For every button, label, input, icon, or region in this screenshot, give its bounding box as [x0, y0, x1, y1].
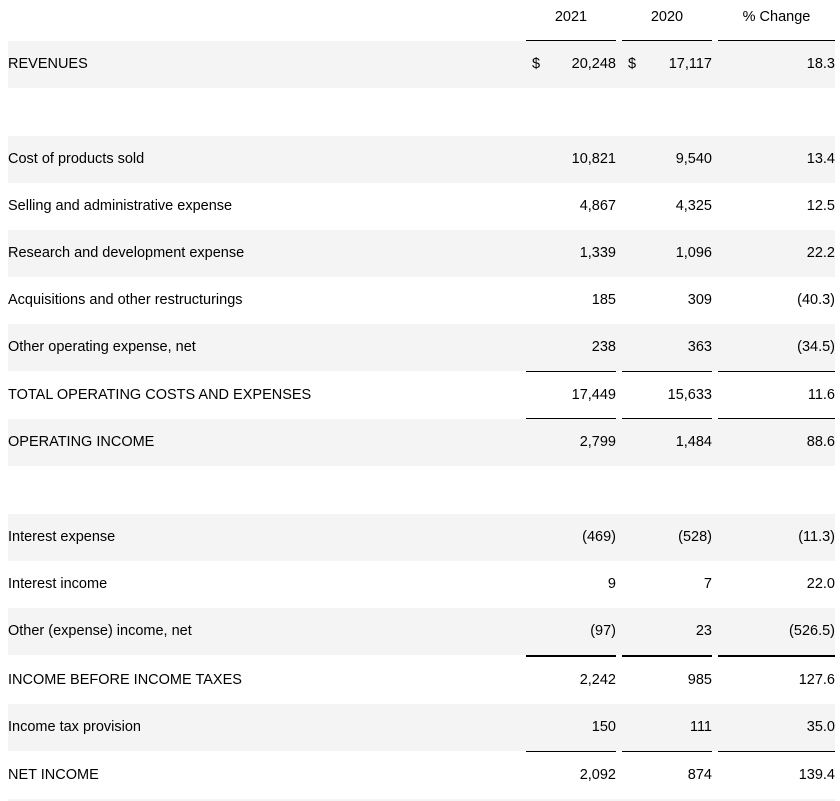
table-row [8, 230, 835, 277]
value-2021: 2,242 [579, 672, 616, 688]
value-2020: 17,117 [668, 56, 712, 72]
row-label: Selling and administrative expense [8, 198, 233, 214]
value-pct-change: 35.0 [806, 719, 835, 735]
value-2020: 1,096 [675, 245, 712, 261]
value-2021: (469) [582, 529, 616, 545]
column-header-pct-change: % Change [742, 9, 811, 25]
row-label: Other operating expense, net [8, 339, 196, 355]
value-2020: 23 [695, 623, 712, 639]
value-2020: 985 [687, 672, 712, 688]
value-pct-change: 88.6 [806, 434, 835, 450]
row-label: Acquisitions and other restructurings [8, 292, 243, 308]
table-row [8, 752, 835, 799]
row-label: Other (expense) income, net [8, 623, 192, 639]
row-label: REVENUES [8, 56, 88, 72]
value-2021: 1,339 [579, 245, 616, 261]
table-row [8, 704, 835, 751]
column-header-2021: 2021 [554, 9, 588, 25]
table-header [0, 0, 840, 40]
value-pct-change: 22.2 [806, 245, 835, 261]
value-2020: 9,540 [675, 151, 712, 167]
value-2020: 15,633 [667, 387, 712, 403]
value-2021: 9 [607, 576, 616, 592]
value-pct-change: 11.6 [807, 387, 835, 403]
table-row [8, 41, 835, 88]
row-label: Interest income [8, 576, 108, 592]
row-label: Cost of products sold [8, 151, 145, 167]
value-2021: 150 [591, 719, 616, 735]
value-pct-change: 13.4 [806, 151, 835, 167]
currency-symbol: $ [628, 56, 637, 72]
table-row [8, 324, 835, 371]
value-pct-change: 12.5 [806, 198, 835, 214]
value-pct-change: 22.0 [806, 576, 835, 592]
value-2021: (97) [590, 623, 616, 639]
value-2020: 111 [689, 719, 712, 735]
value-pct-change: 127.6 [798, 672, 835, 688]
value-pct-change: (526.5) [789, 623, 835, 639]
value-2021: 10,821 [571, 151, 616, 167]
row-label: NET INCOME [8, 767, 99, 783]
row-label: Research and development expense [8, 245, 245, 261]
table-row [8, 514, 835, 561]
value-pct-change: (11.3) [798, 529, 835, 545]
column-header-2020: 2020 [650, 9, 684, 25]
value-2021: 17,449 [571, 387, 616, 403]
value-2020: 874 [687, 767, 712, 783]
value-pct-change: 139.4 [798, 767, 835, 783]
table-row [8, 372, 835, 419]
table-row [8, 419, 835, 466]
value-2020: 363 [687, 339, 712, 355]
row-label: Interest expense [8, 529, 116, 545]
value-2021: 238 [591, 339, 616, 355]
value-2021: 2,092 [579, 767, 616, 783]
value-2021: 2,799 [579, 434, 616, 450]
table-row [8, 657, 835, 704]
row-label: OPERATING INCOME [8, 434, 155, 450]
value-2021: 4,867 [579, 198, 616, 214]
row-label: TOTAL OPERATING COSTS AND EXPENSES [8, 387, 312, 403]
table-row [8, 608, 835, 655]
value-2020: 1,484 [675, 434, 712, 450]
row-label: Income tax provision [8, 719, 141, 735]
value-2020: 309 [687, 292, 712, 308]
value-2020: 7 [703, 576, 712, 592]
value-2021: 185 [591, 292, 616, 308]
table-row [8, 136, 835, 183]
value-2020: 4,325 [675, 198, 712, 214]
table-row [8, 277, 835, 324]
value-pct-change: (40.3) [797, 292, 835, 308]
value-2020: (528) [678, 529, 712, 545]
value-pct-change: (34.5) [797, 339, 835, 355]
value-pct-change: 18.3 [806, 56, 835, 72]
table-row [8, 183, 835, 230]
table-row [8, 561, 835, 608]
value-2021: 20,248 [571, 56, 616, 72]
currency-symbol: $ [532, 56, 541, 72]
row-label: INCOME BEFORE INCOME TAXES [8, 672, 242, 688]
